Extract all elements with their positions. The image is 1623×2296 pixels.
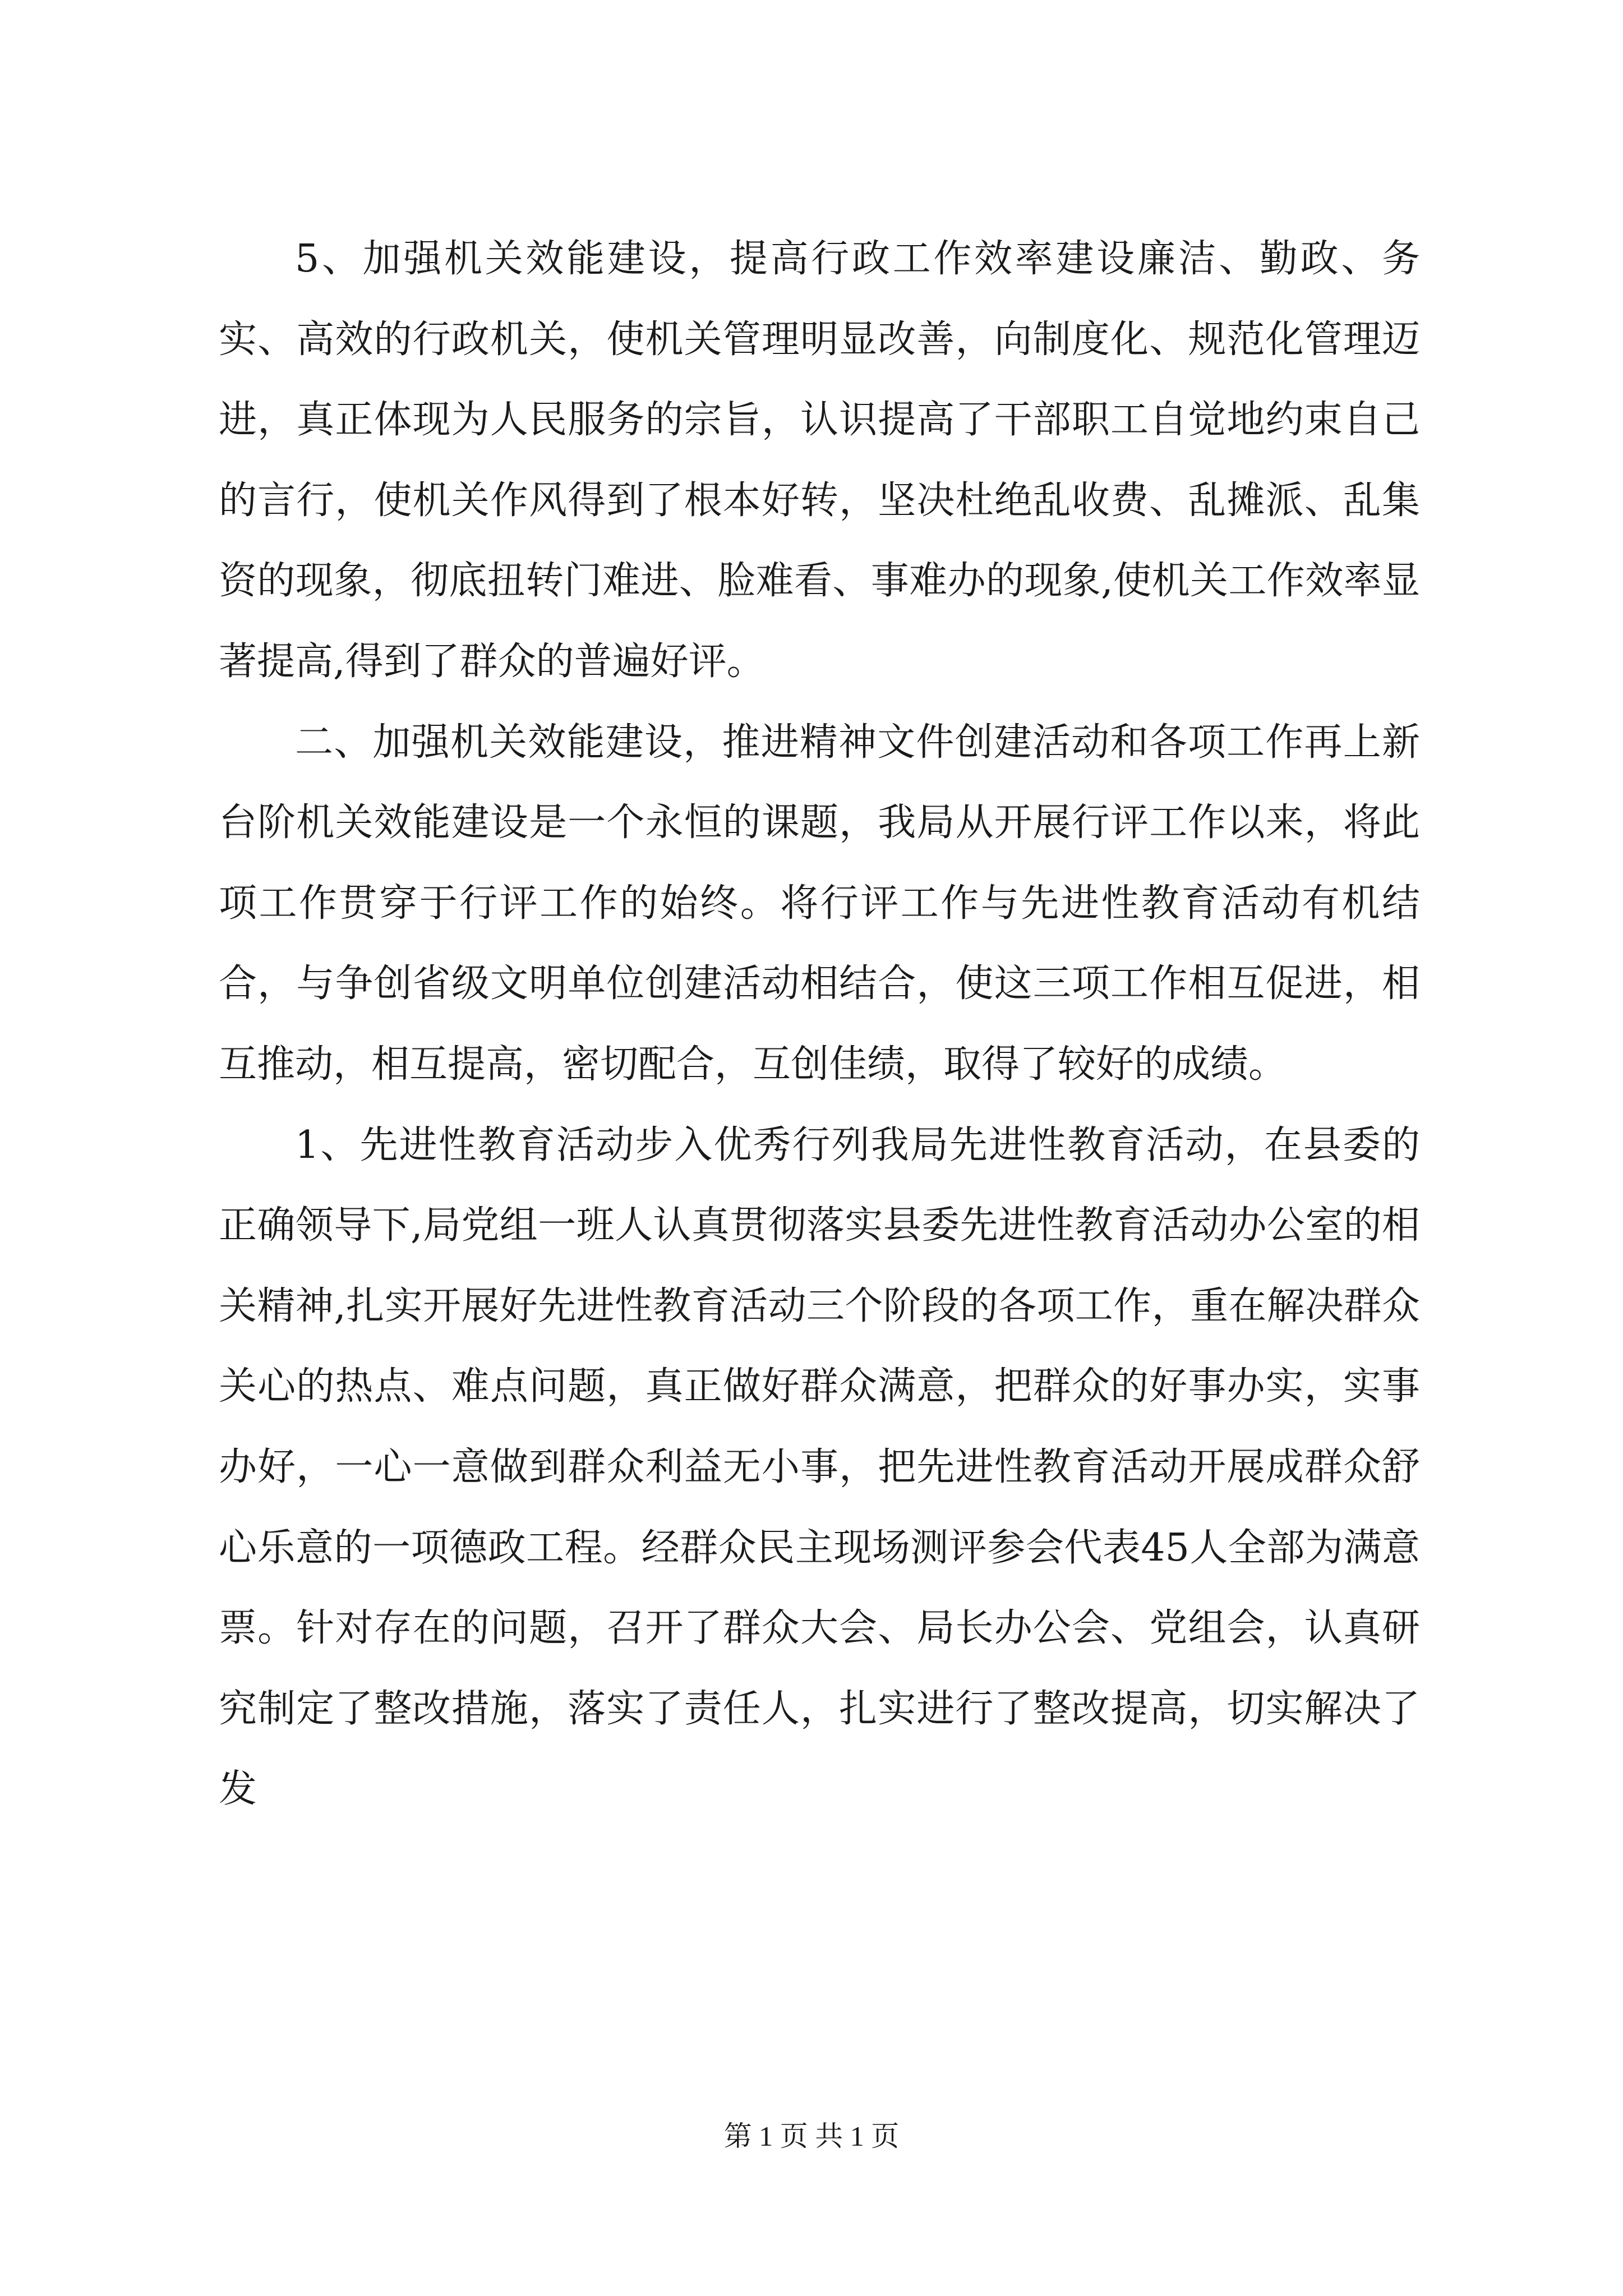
page-number-footer: 第 1 页 共 1 页: [723, 2120, 900, 2152]
document-body: [219, 219, 1420, 1830]
paragraph-3: 1、先进性教育活动步入优秀行列我局先进性教育活动，在县委的正确领导下,局党组一班人认真贯彻落实县委先进性教育活动办公室的相关精神,扎实开展好先进性教育活动三个阶段的各项工作，重在解决群众关心的热点、难点问题，真正做好群众满意，把群众的好事办实，实事办好，一心一意做到群众利益无小事，把先进性教育活动开展成群众舒心乐意的一项德政工程。经群众民主现场测评参会代表45人全部为满意票。针对存在的问题，召开了群众大会、局长办公会、党组会，认真研究制定了整改措施，落实了责任人，扎实进行了整改提高，切实解决了发: [219, 1122, 1420, 1812]
paragraph-1: 5、加强机关效能建设，提高行政工作效率建设廉洁、勤政、务实、高效的行政机关，使机关管理明显改善，向制度化、规范化管理迈进，真正体现为人民服务的宗旨，认识提高了干部职工自觉地约束自己的言行，使机关作风得到了根本好转，坚决杜绝乱收费、乱摊派、乱集资的现象，彻底扭转门难进、脸难看、事难办的现象,使机关工作效率显著提高,得到了群众的普遍好评。: [219, 237, 1420, 684]
paragraph-2: 二、加强机关效能建设，推进精神文件创建活动和各项工作再上新台阶机关效能建设是一个永恒的课题，我局从开展行评工作以来，将此项工作贯穿于行评工作的始终。将行评工作与先进性教育活动有机结合，与争创省级文明单位创建活动相结合，使这三项工作相互促进，相互推动，相互提高，密切配合，互创佳绩，取得了较好的成绩。: [219, 720, 1420, 1087]
